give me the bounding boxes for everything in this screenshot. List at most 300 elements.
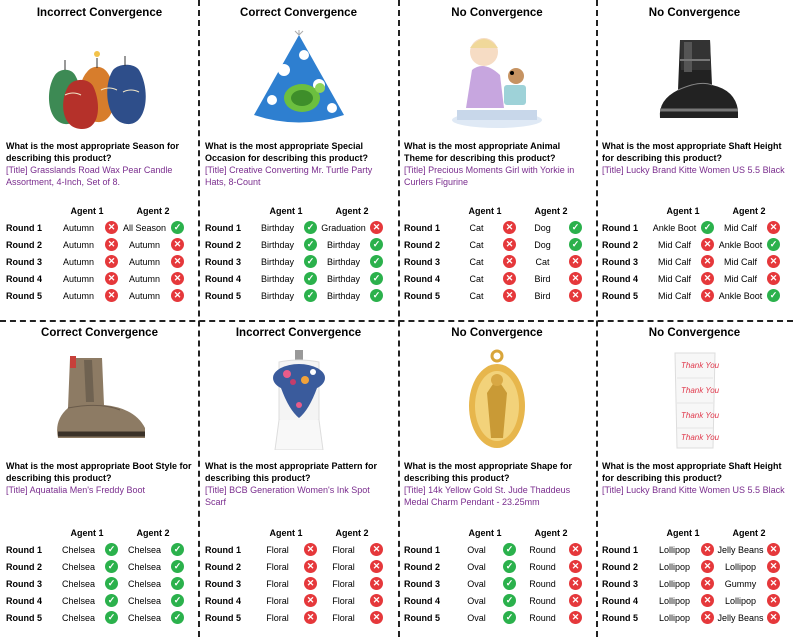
agent2-answer: Lollipop ✕ (716, 594, 782, 607)
rounds-table (404, 525, 592, 626)
round-label: Round 4 (404, 273, 440, 284)
round-label: Round 2 (6, 239, 42, 250)
product-panel (398, 320, 596, 637)
agent1-answer: Oval ✓ (452, 543, 518, 556)
agent1-answer: Oval ✓ (452, 594, 518, 607)
agent1-answer: Floral ✕ (253, 594, 319, 607)
check-icon: ✓ (105, 594, 118, 607)
x-icon: ✕ (503, 272, 516, 285)
check-icon: ✓ (701, 221, 714, 234)
panel-title: No Convergence (451, 327, 543, 339)
check-icon: ✓ (304, 221, 317, 234)
agent2-answer: Jelly Beans ✕ (716, 543, 782, 556)
table-row (205, 592, 394, 609)
agent1-answer: Autumn ✕ (54, 238, 120, 251)
table-header (404, 203, 592, 219)
rounds-table (6, 525, 195, 626)
round-label: Round 1 (404, 544, 440, 555)
agent1-answer: Oval ✓ (452, 560, 518, 573)
table-row (205, 287, 394, 304)
table-row (205, 575, 394, 592)
round-label: Round 3 (6, 578, 42, 589)
agent1-answer: Floral ✕ (253, 543, 319, 556)
x-icon: ✕ (767, 611, 780, 624)
table-row (6, 558, 195, 575)
question-text: What is the most appropriate Shape for describing this product? (404, 461, 573, 483)
table-row (6, 219, 195, 236)
table-row (205, 541, 394, 558)
x-icon: ✕ (370, 611, 383, 624)
agent2-answer: Chelsea ✓ (120, 577, 186, 590)
table-row (404, 236, 592, 253)
round-label: Round 3 (205, 256, 241, 267)
agent1-answer: Birthday ✓ (253, 289, 319, 302)
svg-text:Thank You: Thank You (680, 410, 719, 420)
agent1-header: Agent 1 (666, 528, 700, 538)
product-title: [Title] Lucky Brand Kitte Women US 5.5 Black (602, 485, 785, 495)
agent1-answer: Mid Calf ✕ (650, 238, 716, 251)
x-icon: ✕ (701, 543, 714, 556)
agent1-header: Agent 1 (468, 528, 502, 538)
table-header (602, 525, 789, 541)
agent2-answer: Jelly Beans ✕ (716, 611, 782, 624)
rounds-table (602, 203, 789, 304)
x-icon: ✕ (569, 577, 582, 590)
svg-text:Thank You: Thank You (680, 432, 719, 442)
check-icon: ✓ (171, 577, 184, 590)
product-title: [Title] BCB Generation Women's Ink Spot Scarf (205, 485, 370, 507)
table-row (602, 592, 789, 609)
check-icon: ✓ (105, 577, 118, 590)
table-row (205, 253, 394, 270)
product-panel (398, 0, 596, 320)
agent1-answer: Floral ✕ (253, 577, 319, 590)
agent1-answer: Birthday ✓ (253, 272, 319, 285)
agent2-answer: Graduation ✕ (319, 221, 385, 234)
agent1-answer: Autumn ✕ (54, 255, 120, 268)
x-icon: ✕ (370, 594, 383, 607)
table-row (205, 270, 394, 287)
table-row (6, 592, 195, 609)
agent2-header: Agent 2 (335, 528, 369, 538)
product-panel (0, 320, 199, 637)
agent2-answer: Chelsea ✓ (120, 611, 186, 624)
round-label: Round 1 (205, 222, 241, 233)
agent2-header: Agent 2 (136, 528, 170, 538)
agent1-answer: Lollipop ✕ (650, 543, 716, 556)
check-icon: ✓ (503, 594, 516, 607)
product-panel (596, 0, 793, 320)
table-row (404, 541, 592, 558)
rounds-table (6, 203, 195, 304)
agent1-header: Agent 1 (269, 206, 303, 216)
table-row (205, 609, 394, 626)
panel-title: No Convergence (648, 7, 741, 19)
question-text: What is the most appropriate Shaft Height for describing this product? (602, 461, 782, 483)
panel-title: Correct Convergence (240, 7, 357, 19)
check-icon: ✓ (370, 272, 383, 285)
question-text: What is the most appropriate Shaft Height for describing this product? (602, 141, 782, 163)
check-icon: ✓ (767, 289, 780, 302)
agent2-answer: Dog ✓ (518, 221, 584, 234)
table-row (205, 558, 394, 575)
x-icon: ✕ (304, 543, 317, 556)
round-label: Round 4 (404, 595, 440, 606)
round-label: Round 3 (205, 578, 241, 589)
agent1-answer: Oval ✓ (452, 611, 518, 624)
agent1-answer: Chelsea ✓ (54, 611, 120, 624)
table-row (205, 219, 394, 236)
round-label: Round 3 (404, 256, 440, 267)
round-label: Round 1 (6, 222, 42, 233)
check-icon: ✓ (503, 543, 516, 556)
agent1-header: Agent 1 (468, 206, 502, 216)
x-icon: ✕ (569, 543, 582, 556)
x-icon: ✕ (105, 289, 118, 302)
agent1-answer: Chelsea ✓ (54, 577, 120, 590)
x-icon: ✕ (569, 594, 582, 607)
x-icon: ✕ (370, 560, 383, 573)
table-row (6, 270, 195, 287)
panel-title: Incorrect Convergence (235, 327, 362, 339)
check-icon: ✓ (503, 560, 516, 573)
x-icon: ✕ (701, 272, 714, 285)
round-label: Round 4 (205, 595, 241, 606)
round-label: Round 5 (404, 290, 440, 301)
agent1-header: Agent 1 (70, 528, 104, 538)
agent2-answer: Autumn ✕ (120, 238, 186, 251)
x-icon: ✕ (105, 272, 118, 285)
check-icon: ✓ (370, 289, 383, 302)
agent2-header: Agent 2 (136, 206, 170, 216)
check-icon: ✓ (569, 221, 582, 234)
agent2-answer: Bird ✕ (518, 272, 584, 285)
agent1-answer: Mid Calf ✕ (650, 255, 716, 268)
agent2-answer: Floral ✕ (319, 594, 385, 607)
check-icon: ✓ (171, 221, 184, 234)
svg-text:Thank You: Thank You (680, 385, 719, 395)
round-label: Round 1 (602, 544, 638, 555)
agent2-answer: Lollipop ✕ (716, 560, 782, 573)
round-label: Round 2 (205, 561, 241, 572)
round-label: Round 3 (404, 578, 440, 589)
agent1-answer: Cat ✕ (452, 272, 518, 285)
table-row (6, 541, 195, 558)
agent2-answer: Mid Calf ✕ (716, 221, 782, 234)
panel-title: Correct Convergence (41, 327, 158, 339)
table-row (6, 575, 195, 592)
agent1-answer: Lollipop ✕ (650, 611, 716, 624)
question-text: What is the most appropriate Season for describing this product? (6, 141, 180, 163)
round-label: Round 4 (602, 273, 638, 284)
agent1-answer: Floral ✕ (253, 560, 319, 573)
agent1-answer: Autumn ✕ (54, 221, 120, 234)
check-icon: ✓ (171, 611, 184, 624)
x-icon: ✕ (767, 594, 780, 607)
agent2-answer: Mid Calf ✕ (716, 255, 782, 268)
agent2-answer: Mid Calf ✕ (716, 272, 782, 285)
agent1-answer: Cat ✕ (452, 255, 518, 268)
table-row (602, 253, 789, 270)
agent2-answer: Autumn ✕ (120, 272, 186, 285)
x-icon: ✕ (569, 255, 582, 268)
agent1-answer: Floral ✕ (253, 611, 319, 624)
x-icon: ✕ (701, 560, 714, 573)
agent2-answer: Floral ✕ (319, 543, 385, 556)
table-row (404, 253, 592, 270)
round-label: Round 2 (602, 239, 638, 250)
table-header (205, 525, 394, 541)
agent1-answer: Chelsea ✓ (54, 543, 120, 556)
table-row (404, 270, 592, 287)
x-icon: ✕ (569, 611, 582, 624)
x-icon: ✕ (701, 255, 714, 268)
agent1-answer: Cat ✕ (452, 289, 518, 302)
check-icon: ✓ (171, 560, 184, 573)
check-icon: ✓ (171, 594, 184, 607)
check-icon: ✓ (767, 238, 780, 251)
table-header (6, 203, 195, 219)
agent1-answer: Lollipop ✕ (650, 594, 716, 607)
agent1-answer: Chelsea ✓ (54, 594, 120, 607)
rounds-table (205, 525, 394, 626)
x-icon: ✕ (701, 238, 714, 251)
agent1-answer: Birthday ✓ (253, 221, 319, 234)
rounds-table (602, 525, 789, 626)
question-text: What is the most appropriate Special Occasion for describing this product? (205, 141, 369, 163)
agent2-answer: Floral ✕ (319, 560, 385, 573)
table-row (602, 270, 789, 287)
rounds-table (404, 203, 592, 304)
agent2-answer: Chelsea ✓ (120, 594, 186, 607)
x-icon: ✕ (370, 543, 383, 556)
round-label: Round 5 (6, 612, 42, 623)
agent1-header: Agent 1 (666, 206, 700, 216)
x-icon: ✕ (503, 221, 516, 234)
product-title: [Title] Precious Moments Girl with Yorkie in Curlers Figurine (404, 165, 575, 187)
product-panel (0, 0, 199, 320)
svg-text:Thank You: Thank You (680, 360, 719, 370)
agent2-answer: Round ✕ (518, 543, 584, 556)
candy-wrappers-image (602, 345, 787, 455)
check-icon: ✓ (304, 272, 317, 285)
table-row (6, 236, 195, 253)
check-icon: ✓ (503, 577, 516, 590)
round-label: Round 2 (404, 561, 440, 572)
gold-medal-pendant-image (404, 345, 590, 455)
x-icon: ✕ (171, 238, 184, 251)
x-icon: ✕ (105, 255, 118, 268)
agent1-answer: Lollipop ✕ (650, 577, 716, 590)
question-text: What is the most appropriate Animal Theme for describing this product? (404, 141, 561, 163)
agent2-answer: Floral ✕ (319, 577, 385, 590)
x-icon: ✕ (304, 611, 317, 624)
question-text: What is the most appropriate Boot Style for describing this product? (6, 461, 192, 483)
check-icon: ✓ (304, 238, 317, 251)
scarf-mannequin-image (205, 345, 392, 455)
table-row (205, 236, 394, 253)
agent2-header: Agent 2 (335, 206, 369, 216)
x-icon: ✕ (370, 577, 383, 590)
product-title: [Title] Creative Converting Mr. Turtle Party Hats, 8-Count (205, 165, 373, 187)
agent2-answer: Dog ✓ (518, 238, 584, 251)
check-icon: ✓ (569, 238, 582, 251)
round-label: Round 4 (602, 595, 638, 606)
panel-title: No Convergence (648, 327, 741, 339)
x-icon: ✕ (503, 289, 516, 302)
agent1-answer: Cat ✕ (452, 238, 518, 251)
product-title: [Title] Aquatalia Men's Freddy Boot (6, 485, 145, 495)
x-icon: ✕ (767, 221, 780, 234)
agent1-answer: Cat ✕ (452, 221, 518, 234)
agent2-answer: All Season ✓ (120, 221, 186, 234)
agent2-answer: Birthday ✓ (319, 255, 385, 268)
round-label: Round 5 (404, 612, 440, 623)
x-icon: ✕ (171, 289, 184, 302)
agent1-answer: Birthday ✓ (253, 238, 319, 251)
x-icon: ✕ (569, 289, 582, 302)
agent2-header: Agent 2 (732, 206, 766, 216)
check-icon: ✓ (171, 543, 184, 556)
table-row (6, 287, 195, 304)
table-header (205, 203, 394, 219)
agent2-answer: Birthday ✓ (319, 238, 385, 251)
table-row (602, 575, 789, 592)
agent2-answer: Bird ✕ (518, 289, 584, 302)
x-icon: ✕ (370, 221, 383, 234)
round-label: Round 2 (6, 561, 42, 572)
table-row (404, 575, 592, 592)
round-label: Round 5 (602, 290, 638, 301)
round-label: Round 1 (602, 222, 638, 233)
agent1-header: Agent 1 (269, 528, 303, 538)
x-icon: ✕ (701, 577, 714, 590)
x-icon: ✕ (503, 255, 516, 268)
x-icon: ✕ (701, 289, 714, 302)
product-panel (596, 320, 793, 637)
panel-title: No Convergence (451, 7, 543, 19)
agent2-answer: Round ✕ (518, 594, 584, 607)
agent2-answer: Floral ✕ (319, 611, 385, 624)
x-icon: ✕ (701, 611, 714, 624)
x-icon: ✕ (569, 560, 582, 573)
agent2-header: Agent 2 (534, 528, 568, 538)
black-boot-image (602, 25, 787, 135)
agent1-answer: Birthday ✓ (253, 255, 319, 268)
table-row (6, 253, 195, 270)
x-icon: ✕ (767, 577, 780, 590)
round-label: Round 1 (6, 544, 42, 555)
table-row (6, 609, 195, 626)
agent2-answer: Autumn ✕ (120, 289, 186, 302)
round-label: Round 2 (602, 561, 638, 572)
x-icon: ✕ (767, 272, 780, 285)
check-icon: ✓ (304, 255, 317, 268)
table-row (602, 287, 789, 304)
product-title: [Title] 14k Yellow Gold St. Jude Thaddeus Medal Charm Pendant - 23.25mm (404, 485, 571, 507)
table-row (602, 609, 789, 626)
round-label: Round 3 (602, 256, 638, 267)
agent2-answer: Round ✕ (518, 560, 584, 573)
check-icon: ✓ (370, 255, 383, 268)
check-icon: ✓ (503, 611, 516, 624)
check-icon: ✓ (105, 560, 118, 573)
check-icon: ✓ (105, 543, 118, 556)
table-row (602, 541, 789, 558)
agent2-answer: Cat ✕ (518, 255, 584, 268)
x-icon: ✕ (701, 594, 714, 607)
round-label: Round 2 (404, 239, 440, 250)
agent2-answer: Gummy ✕ (716, 577, 782, 590)
x-icon: ✕ (304, 560, 317, 573)
agent2-header: Agent 2 (534, 206, 568, 216)
agent1-answer: Chelsea ✓ (54, 560, 120, 573)
round-label: Round 1 (404, 222, 440, 233)
agent2-answer: Chelsea ✓ (120, 560, 186, 573)
agent1-answer: Ankle Boot ✓ (650, 221, 716, 234)
product-title: [Title] Grasslands Road Wax Pear Candle Assortment, 4-Inch, Set of 8. (6, 165, 173, 187)
x-icon: ✕ (171, 255, 184, 268)
table-row (404, 558, 592, 575)
x-icon: ✕ (105, 238, 118, 251)
chelsea-boot-image (6, 345, 193, 455)
table-row (404, 219, 592, 236)
agent2-answer: Birthday ✓ (319, 289, 385, 302)
check-icon: ✓ (304, 289, 317, 302)
product-panel (199, 0, 398, 320)
round-label: Round 4 (205, 273, 241, 284)
table-row (404, 287, 592, 304)
round-label: Round 1 (205, 544, 241, 555)
x-icon: ✕ (171, 272, 184, 285)
agent1-answer: Oval ✓ (452, 577, 518, 590)
round-label: Round 4 (6, 273, 42, 284)
question-text: What is the most appropriate Pattern for describing this product? (205, 461, 378, 483)
agent2-answer: Ankle Boot ✓ (716, 289, 782, 302)
x-icon: ✕ (767, 255, 780, 268)
product-title: [Title] Lucky Brand Kitte Women US 5.5 Black (602, 165, 785, 175)
x-icon: ✕ (304, 577, 317, 590)
round-label: Round 3 (602, 578, 638, 589)
agent2-answer: Autumn ✕ (120, 255, 186, 268)
panel-title: Incorrect Convergence (36, 7, 163, 19)
table-row (602, 219, 789, 236)
agent1-header: Agent 1 (70, 206, 104, 216)
x-icon: ✕ (105, 221, 118, 234)
table-header (404, 525, 592, 541)
round-label: Round 4 (6, 595, 42, 606)
check-icon: ✓ (105, 611, 118, 624)
agent1-answer: Lollipop ✕ (650, 560, 716, 573)
girl-figurine-image (404, 25, 590, 135)
table-row (602, 558, 789, 575)
x-icon: ✕ (569, 272, 582, 285)
product-panel (199, 320, 398, 637)
round-label: Round 5 (6, 290, 42, 301)
x-icon: ✕ (304, 594, 317, 607)
agent2-answer: Round ✕ (518, 611, 584, 624)
agent1-answer: Mid Calf ✕ (650, 272, 716, 285)
round-label: Round 2 (205, 239, 241, 250)
round-label: Round 3 (6, 256, 42, 267)
agent2-answer: Round ✕ (518, 577, 584, 590)
x-icon: ✕ (767, 543, 780, 556)
table-row (602, 236, 789, 253)
pear-candles-image (6, 25, 193, 135)
agent2-answer: Birthday ✓ (319, 272, 385, 285)
round-label: Round 5 (205, 290, 241, 301)
check-icon: ✓ (370, 238, 383, 251)
